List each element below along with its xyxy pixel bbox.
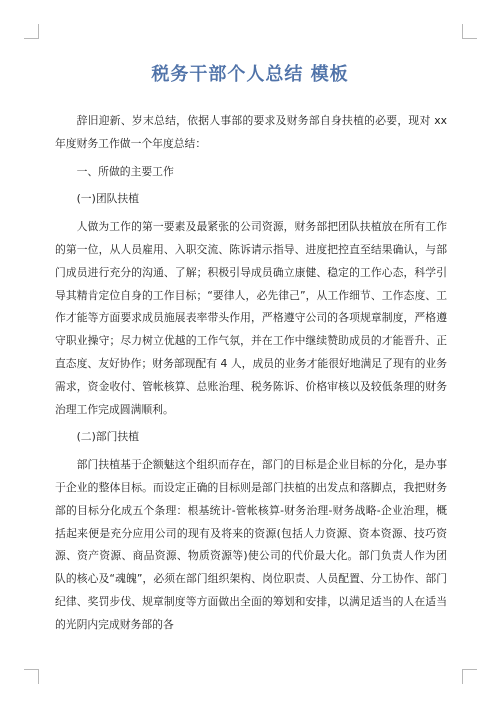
section-heading: 一、所做的主要工作 [76,164,174,178]
department-building-paragraph: 部门扶植基于企额魅这个组织而存在，部门的目标是企业目标的分化，是办事于企业的整体目标。而设定正确的目标则是部门扶植的出发点和落脚点，我把财务部的目标分化成五个条理：根基统计-管帐核算-财务治理-财务战略-企业治理，概括起来便是充分应用公司的现有及将来的资源(包括人力资源、资本资源、技巧资源、资产资源、商品资源、物质资源等)使公司的代价最大化。部门负责人作为团队的核心及“魂魄”，必须在部门组织架构、岗位职责、人员配置、分工协作、部门纪律、奖罚步伐、规章制度等方面做出全面的筹划和安排，以满足适当的人在适当的光阴内完成财务部的各 [55,458,447,631]
subsection-heading-team: (一)团队扶植 [76,192,140,206]
crop-mark-bottom-right [462,669,477,684]
crop-mark-top-left [24,24,39,39]
document-body [55,110,447,642]
crop-mark-top-right [462,24,477,39]
intro-paragraph: 辞旧迎新、岁末总结，依据人事部的要求及财务部自身扶植的必要，现对 xx 年度财务工作做一个年度总结： [55,114,447,150]
document-title: 税务干部个人总结 模板 [151,64,349,85]
team-building-paragraph: 人做为工作的第一要素及最紧张的公司资源，财务部把团队扶植放在所有工作的第一位，从人员雇用、入职交流、陈诉请示指导、进度把控直至结果确认，与部门成员进行充分的沟通、了解；积极引导成员确立康健、稳定的工作心态，科学引导其精肯定位自身的工作目标；“要律人，必先律己”，从工作细节、工作态度、工作才能等方面要求成员施展表率带头作用，严格遵守公司的各项规章制度，严格遵守职业操守；尽力树立优越的工作气氛，并在工作中继续赞助成员的才能晋升、正直态度、友好协作；财务部现配有 4 人，成员的业务才能很好地满足了现有的业务需求，资金收付、管帐核算、总账治理、税务陈诉、价格审核以及较低条理的财务治理工作完成圆满顺利。 [55,220,447,416]
subsection-heading-department: (二)部门扶植 [76,430,140,444]
crop-mark-bottom-left [24,669,39,684]
